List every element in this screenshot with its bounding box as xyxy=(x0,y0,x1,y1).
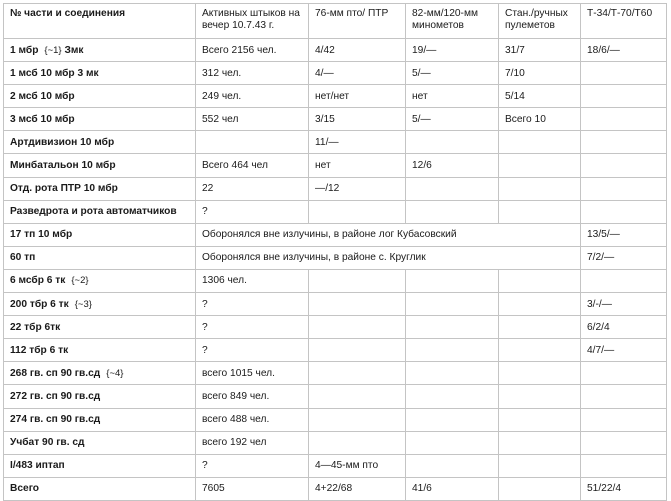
antitank-cell xyxy=(309,316,406,339)
machine-guns-cell xyxy=(499,293,581,316)
tanks-cell xyxy=(581,131,667,154)
mortars-cell xyxy=(406,408,499,431)
antitank-cell: 4/— xyxy=(309,62,406,85)
header-mortars: 82-мм/120-мм минометов xyxy=(406,4,499,39)
unit-name: Учбат 90 гв. сд xyxy=(10,437,85,449)
header-ptr: 76-мм пто/ ПТР xyxy=(309,4,406,39)
machine-guns-cell: 31/7 xyxy=(499,39,581,62)
antitank-cell xyxy=(309,200,406,223)
tanks-cell: 13/5/— xyxy=(581,223,667,246)
unit-name: 60 тп xyxy=(10,252,36,264)
unit-name-cell xyxy=(4,477,196,500)
unit-name-suffix: Змк xyxy=(64,44,84,56)
active-bayonets-cell: Всего 2156 чел. xyxy=(196,39,309,62)
mortars-cell xyxy=(406,385,499,408)
tanks-cell: 6/2/4 xyxy=(581,316,667,339)
mortars-cell: 5/— xyxy=(406,108,499,131)
antitank-cell xyxy=(309,408,406,431)
machine-guns-cell xyxy=(499,477,581,500)
antitank-cell: 4—45-мм пто xyxy=(309,454,406,477)
machine-guns-cell xyxy=(499,431,581,454)
header-row xyxy=(4,4,667,39)
machine-guns-cell: 7/10 xyxy=(499,62,581,85)
mortars-cell xyxy=(406,454,499,477)
table-row xyxy=(4,431,667,454)
machine-guns-cell xyxy=(499,408,581,431)
unit-name: 2 мсб 10 мбр xyxy=(10,90,75,102)
location-note-cell: Оборонялся вне излучины, в районе лог Кубасовский xyxy=(196,223,581,246)
active-bayonets-cell xyxy=(196,131,309,154)
antitank-cell xyxy=(309,293,406,316)
machine-guns-cell xyxy=(499,200,581,223)
unit-name: 1 мсб 10 мбр 3 мк xyxy=(10,67,99,79)
table-row xyxy=(4,85,667,108)
unit-name-cell xyxy=(4,154,196,177)
mortars-cell xyxy=(406,177,499,200)
machine-guns-cell xyxy=(499,454,581,477)
tanks-cell xyxy=(581,177,667,200)
active-bayonets-cell: 7605 xyxy=(196,477,309,500)
tanks-cell xyxy=(581,362,667,385)
unit-name: 3 мсб 10 мбр xyxy=(10,113,75,125)
tanks-cell xyxy=(581,269,667,292)
unit-name-cell xyxy=(4,408,196,431)
unit-name-cell xyxy=(4,131,196,154)
unit-name-cell xyxy=(4,454,196,477)
mortars-cell: 5/— xyxy=(406,62,499,85)
antitank-cell xyxy=(309,339,406,362)
footnote-ref: {~1} xyxy=(44,44,62,56)
active-bayonets-cell: всего 849 чел. xyxy=(196,385,309,408)
unit-name: 112 тбр 6 тк xyxy=(10,344,69,356)
unit-name-cell xyxy=(4,431,196,454)
antitank-cell: 11/— xyxy=(309,131,406,154)
antitank-cell xyxy=(309,362,406,385)
table-row xyxy=(4,477,667,500)
footnote-ref: {~3} xyxy=(74,298,92,310)
unit-name-cell xyxy=(4,316,196,339)
mortars-cell: 12/6 xyxy=(406,154,499,177)
active-bayonets-cell: ? xyxy=(196,200,309,223)
unit-name: 22 тбр 6тк xyxy=(10,321,61,333)
location-note-cell: Оборонялся вне излучины, в районе с. Круглик xyxy=(196,246,581,269)
tanks-cell xyxy=(581,154,667,177)
active-bayonets-cell: ? xyxy=(196,293,309,316)
tanks-cell xyxy=(581,385,667,408)
header-tanks: Т-34/Т-70/Т60 xyxy=(581,4,667,39)
antitank-cell: 4/42 xyxy=(309,39,406,62)
mortars-cell xyxy=(406,431,499,454)
unit-name-cell xyxy=(4,85,196,108)
machine-guns-cell xyxy=(499,131,581,154)
unit-name: 268 гв. сп 90 гв.сд xyxy=(10,367,101,379)
tanks-cell: 7/2/— xyxy=(581,246,667,269)
footnote-ref: {~4} xyxy=(106,367,124,379)
unit-name-cell xyxy=(4,339,196,362)
antitank-cell: нет xyxy=(309,154,406,177)
unit-name-cell xyxy=(4,108,196,131)
tanks-cell: 4/7/— xyxy=(581,339,667,362)
units-table xyxy=(3,3,667,501)
unit-name: 1 мбр xyxy=(10,44,39,56)
mortars-cell: 19/— xyxy=(406,39,499,62)
table-row xyxy=(4,454,667,477)
machine-guns-cell xyxy=(499,385,581,408)
mortars-cell xyxy=(406,269,499,292)
table-row xyxy=(4,154,667,177)
table-row xyxy=(4,293,667,316)
mortars-cell: нет xyxy=(406,85,499,108)
machine-guns-cell xyxy=(499,177,581,200)
mortars-cell xyxy=(406,362,499,385)
unit-name: 272 гв. сп 90 гв.сд xyxy=(10,390,101,402)
mortars-cell xyxy=(406,316,499,339)
table-row xyxy=(4,131,667,154)
table-body xyxy=(4,39,667,501)
machine-guns-cell xyxy=(499,316,581,339)
active-bayonets-cell: 22 xyxy=(196,177,309,200)
unit-name: 200 тбр 6 тк xyxy=(10,298,69,310)
tanks-cell xyxy=(581,200,667,223)
antitank-cell xyxy=(309,269,406,292)
table-row xyxy=(4,108,667,131)
active-bayonets-cell: всего 488 чел. xyxy=(196,408,309,431)
unit-name-cell xyxy=(4,39,196,62)
active-bayonets-cell: всего 1015 чел. xyxy=(196,362,309,385)
mortars-cell xyxy=(406,200,499,223)
unit-name: Отд. рота ПТР 10 мбр xyxy=(10,183,118,195)
mortars-cell: 41/6 xyxy=(406,477,499,500)
unit-name: Артдивизион 10 мбр xyxy=(10,136,115,148)
active-bayonets-cell: всего 192 чел xyxy=(196,431,309,454)
antitank-cell xyxy=(309,385,406,408)
antitank-cell: нет/нет xyxy=(309,85,406,108)
active-bayonets-cell: ? xyxy=(196,339,309,362)
mortars-cell xyxy=(406,339,499,362)
unit-name: 17 тп 10 мбр xyxy=(10,229,73,241)
machine-guns-cell xyxy=(499,362,581,385)
table-row xyxy=(4,177,667,200)
active-bayonets-cell: ? xyxy=(196,454,309,477)
header-active: Активных штыков на вечер 10.7.43 г. xyxy=(196,4,309,39)
tanks-cell xyxy=(581,85,667,108)
tanks-cell: 3/-/— xyxy=(581,293,667,316)
unit-name: 6 мсбр 6 тк xyxy=(10,275,66,287)
unit-name-cell xyxy=(4,246,196,269)
mortars-cell xyxy=(406,131,499,154)
unit-name-cell xyxy=(4,177,196,200)
table-row xyxy=(4,362,667,385)
machine-guns-cell: Всего 10 xyxy=(499,108,581,131)
table-row xyxy=(4,200,667,223)
active-bayonets-cell: 1306 чел. xyxy=(196,269,309,292)
mortars-cell xyxy=(406,293,499,316)
unit-name: Минбатальон 10 мбр xyxy=(10,160,116,172)
machine-guns-cell xyxy=(499,269,581,292)
header-unit: № части и соединения xyxy=(4,4,196,39)
table-row xyxy=(4,269,667,292)
active-bayonets-cell: 312 чел. xyxy=(196,62,309,85)
tanks-cell xyxy=(581,62,667,85)
active-bayonets-cell: ? xyxy=(196,316,309,339)
unit-name-cell xyxy=(4,362,196,385)
tanks-cell: 51/22/4 xyxy=(581,477,667,500)
antitank-cell: 3/15 xyxy=(309,108,406,131)
header-machine-guns: Стан./ручных пулеметов xyxy=(499,4,581,39)
table-row xyxy=(4,385,667,408)
antitank-cell: —/12 xyxy=(309,177,406,200)
unit-name-cell xyxy=(4,385,196,408)
unit-name: I/483 иптап xyxy=(10,460,65,472)
footnote-ref: {~2} xyxy=(71,275,89,287)
unit-name-cell xyxy=(4,293,196,316)
active-bayonets-cell: 552 чел xyxy=(196,108,309,131)
unit-name: Разведрота и рота автоматчиков xyxy=(10,206,177,218)
table-row xyxy=(4,408,667,431)
active-bayonets-cell: Всего 464 чел xyxy=(196,154,309,177)
table-row xyxy=(4,339,667,362)
tanks-cell xyxy=(581,408,667,431)
unit-name-cell xyxy=(4,200,196,223)
active-bayonets-cell: 249 чел. xyxy=(196,85,309,108)
table-row xyxy=(4,246,667,269)
table-row xyxy=(4,39,667,62)
unit-name-cell xyxy=(4,269,196,292)
antitank-cell xyxy=(309,431,406,454)
tanks-cell: 18/6/— xyxy=(581,39,667,62)
machine-guns-cell xyxy=(499,339,581,362)
tanks-cell xyxy=(581,108,667,131)
unit-name: Всего xyxy=(10,483,40,495)
table-row xyxy=(4,62,667,85)
machine-guns-cell: 5/14 xyxy=(499,85,581,108)
antitank-cell: 4+22/68 xyxy=(309,477,406,500)
unit-name: 274 гв. сп 90 гв.сд xyxy=(10,414,101,426)
tanks-cell xyxy=(581,431,667,454)
tanks-cell xyxy=(581,454,667,477)
table-row xyxy=(4,223,667,246)
machine-guns-cell xyxy=(499,154,581,177)
unit-name-cell xyxy=(4,223,196,246)
table-row xyxy=(4,316,667,339)
unit-name-cell xyxy=(4,62,196,85)
